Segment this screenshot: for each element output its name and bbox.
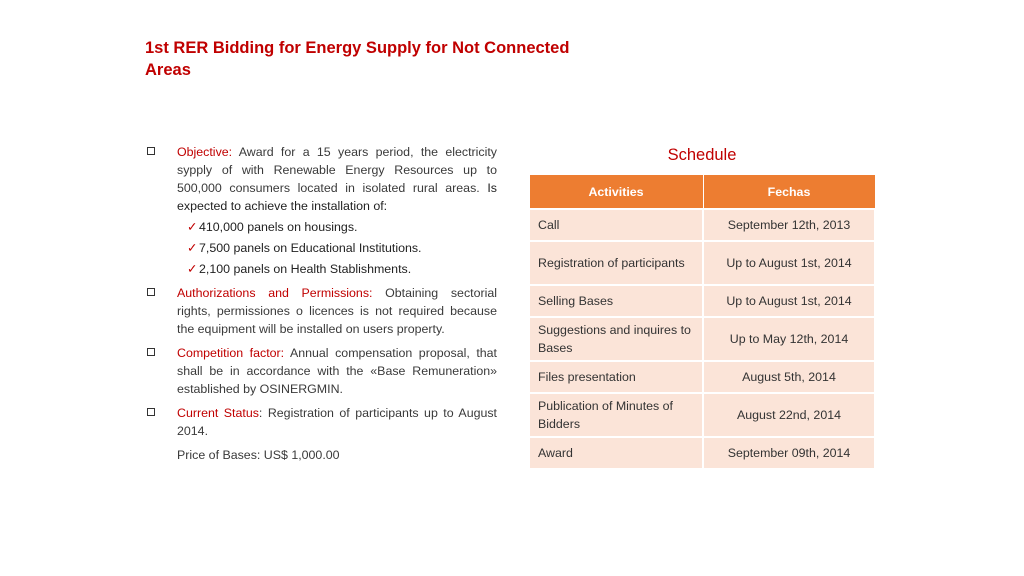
price-of-bases: Price of Bases: US$ 1,000.00 — [177, 448, 340, 462]
date-cell: September 12th, 2013 — [703, 209, 875, 241]
date-cell: August 5th, 2014 — [703, 361, 875, 393]
competition-bullet — [147, 344, 497, 398]
column-header-fechas: Fechas — [703, 175, 875, 210]
objective-label: Objective: — [177, 145, 233, 159]
activity-cell: Selling Bases — [529, 285, 703, 317]
schedule-table — [528, 174, 876, 470]
date-cell: Up to May 12th, 2014 — [703, 317, 875, 361]
date-cell: August 22nd, 2014 — [703, 393, 875, 437]
table-header-row — [529, 175, 875, 210]
date-cell: Up to August 1st, 2014 — [703, 241, 875, 285]
check-item — [177, 218, 497, 236]
activity-cell: Files presentation — [529, 361, 703, 393]
checkmark-icon: ✓ — [187, 241, 198, 255]
authorizations-bullet — [147, 284, 497, 338]
activity-cell: Award — [529, 437, 703, 469]
table-row — [529, 317, 875, 361]
column-header-activities: Activities — [529, 175, 703, 210]
status-label: Current Status — [177, 406, 259, 420]
table-row — [529, 285, 875, 317]
square-bullet-icon — [147, 408, 155, 416]
objective-text: Award for a 15 years period, the electricity sypply of with Renewable Energy Resources up to 500,000 consumers located in isolated rural areas. — [177, 145, 497, 195]
competition-text: Annual compensation proposal, that shall be in accordance with the «Base Remuneration» established by OSINERGMIN. — [177, 346, 497, 396]
table-row — [529, 393, 875, 437]
authorizations-text: Obtaining sectorial rights, permissiones o licences is not required because the equipment will be installed on users property. — [177, 286, 497, 336]
authorizations-label: Authorizations and Permissions: — [177, 286, 373, 300]
checkmark-icon: ✓ — [187, 220, 198, 234]
objective-bullet — [147, 143, 497, 278]
table-row — [529, 361, 875, 393]
table-row — [529, 209, 875, 241]
square-bullet-icon — [147, 288, 155, 296]
check-item-label: 410,000 panels on housings. — [199, 220, 358, 234]
check-item — [177, 260, 497, 278]
objective-text-2: Is expected to achieve the installation of: — [177, 181, 497, 213]
competition-label: Competition factor: — [177, 346, 285, 360]
activity-cell: Call — [529, 209, 703, 241]
activity-cell: Publication of Minutes of Bidders — [529, 393, 703, 437]
page-title: 1st RER Bidding for Energy Supply for Not Connected Areas — [145, 39, 570, 79]
status-bullet — [147, 404, 497, 440]
square-bullet-icon — [147, 147, 155, 155]
square-bullet-icon — [147, 348, 155, 356]
bid-details — [147, 143, 497, 464]
table-row — [529, 241, 875, 285]
check-item-label: 2,100 panels on Health Stablishments. — [199, 262, 412, 276]
status-text: : Registration of participants up to August 2014. — [177, 406, 497, 438]
schedule-title: Schedule — [667, 146, 737, 164]
date-cell: Up to August 1st, 2014 — [703, 285, 875, 317]
activity-cell: Suggestions and inquires to Bases — [529, 317, 703, 361]
table-row — [529, 437, 875, 469]
check-item-label: 7,500 panels on Educational Institutions. — [199, 241, 422, 255]
activity-cell: Registration of participants — [529, 241, 703, 285]
check-item — [177, 239, 497, 257]
date-cell: September 09th, 2014 — [703, 437, 875, 469]
checkmark-icon: ✓ — [187, 262, 198, 276]
